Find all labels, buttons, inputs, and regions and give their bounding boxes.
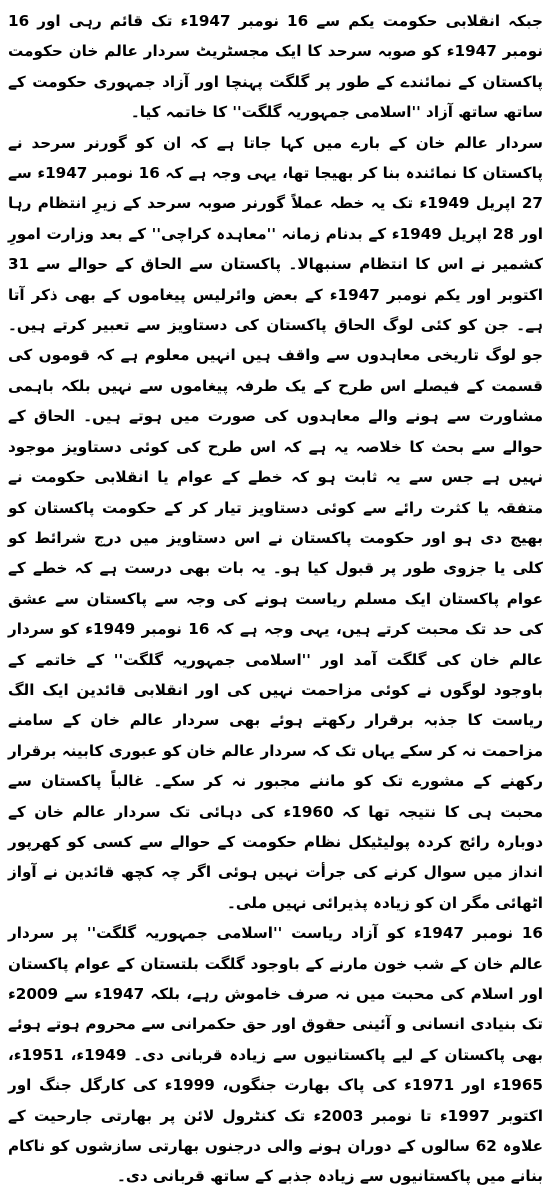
paragraph-revolutionary-government: جبکہ انقلابی حکومت یکم سے 16 نومبر 1947ء تک قائم رہی اور 16 نومبر 1947ء کو صوبہ سرحد کا ایک مجسٹریٹ سردار عالم خان حکومت پاکستان کے نمائندے کے طور پر گلگت پہنچا اور آزاد جمہوری حکومت کے ساتھ ساتھ آزاد ''اسلامی جمہوریہ گلگت'' کا خاتمہ کیا۔ [8, 12, 544, 122]
paragraph-sardar-alam-khan: سردار عالم خان کے بارے میں کہا جاتا ہے کہ ان کو گورنر سرحد نے پاکستان کا نمائندہ بنا کر بھیجا تھا، یہی وجہ ہے کہ 16 نومبر 1947ء سے 27 اپریل 1949ء تک یہ خطہ عملاً گورنر صوبہ سرحد کے زیرِ انتظام رہا اور 28 اپریل 1949ء کے بدنام زمانہ ''معاہدہ کراچی'' کے بعد وزارت امورِ کشمیر نے اس کا انتظام سنبھالا۔ پاکستان سے الحاق کے حوالے سے 31 اکتوبر اور یکم نومبر 1947ء کے بعض وائرلیس پیغاموں کے بھی ذکر آتا ہے۔ جن کو کئی لوگ الحاق پاکستان کی دستاویز سے تعبیر کرتے ہیں۔ جو لوگ تاریخی معاہدوں سے واقف ہیں انہیں معلوم ہے کہ قوموں کی قسمت کے فیصلے اس طرح کے یک طرفہ پیغاموں سے نہیں بلکہ باہمی مشاورت سے ہونے والے معاہدوں کی صورت میں ہوتے ہیں۔ الحاق کے حوالے سے بحث کا خلاصہ یہ ہے کہ اس طرح کی کوئی دستاویز موجود نہیں ہے جس سے یہ ثابت ہو کہ خطے کے عوام یا انقلابی حکومت نے متفقہ یا کثرت رائے سے کوئی دستاویز تیار کر کے حکومت پاکستان کو بھیج دی ہو اور حکومت پاکستان نے اس دستاویز میں درج شرائط کو کلی یا جزوی طور پر قبول کیا ہو۔ یہ بات بھی درست ہے کہ خطے کے عوام پاکستان ایک مسلم ریاست ہونے کی وجہ سے پاکستان سے عشق کی حد تک محبت کرتے ہیں، یہی وجہ ہے کہ 16 نومبر 1949ء کو سردار عالم خان کی گلگت آمد اور ''اسلامی جمہوریہ گلگت'' کے خاتمے کے باوجود لوگوں نے کوئی مزاحمت نہیں کی اور انقلابی قائدین ایک الگ ریاست کا جذبہ برقرار رکھتے ہوئے بھی سردار عالم خان کے سامنے مزاحمت نہ کر سکے یہاں تک کہ سردار عالم خان کو عبوری کابینہ برقرار رکھنے کے مشورے تک کو ماننے مجبور نہ کر سکے۔ غالباً پاکستان سے محبت ہی کا نتیجہ تھا کہ 1960ء کی دہائی تک سردار عالم خان کے دوبارہ رائج کردہ پولیٹیکل نظام حکومت کے حوالے سے کسی کو کھرپور انداز میں سوال کرنے کی جرأت نہیں ہوئی اگر چہ کچھ قائدین نے آواز اٹھائی مگر ان کو زیادہ پذیرائی نہیں ملی۔ [8, 133, 544, 912]
paragraph-sacrifices-for-pakistan: 16 نومبر 1947ء کو آزاد ریاست ''اسلامی جمہوریہ گلگت'' پر سردار عالم خان کے شب خون مارنے کے باوجود گلگت بلتستان کے عوام پاکستان اور اسلام کی محبت میں نہ صرف خاموش رہے، بلکہ 1947ء سے 2009ء تک بنیادی انسانی و آئینی حقوق اور حق حکمرانی سے محروم ہوتے ہوئے بھی پاکستان کے لیے پاکستانیوں سے زیادہ قربانی دی۔ 1949ء، 1951ء، 1965ء اور 1971ء کی پاک بھارت جنگوں، 1999ء کی کارگل جنگ اور اکتوبر 1997ء تا نومبر 2003ء تک کنٹرول لائن پر بھارتی جارحیت کے علاوہ 62 سالوں کے دوران ہونے والی درجنوں بھارتی سازشوں کو ناکام بنانے میں پاکستانیوں سے زیادہ جذبے کے ساتھ قربانی دی۔ [8, 924, 543, 1186]
